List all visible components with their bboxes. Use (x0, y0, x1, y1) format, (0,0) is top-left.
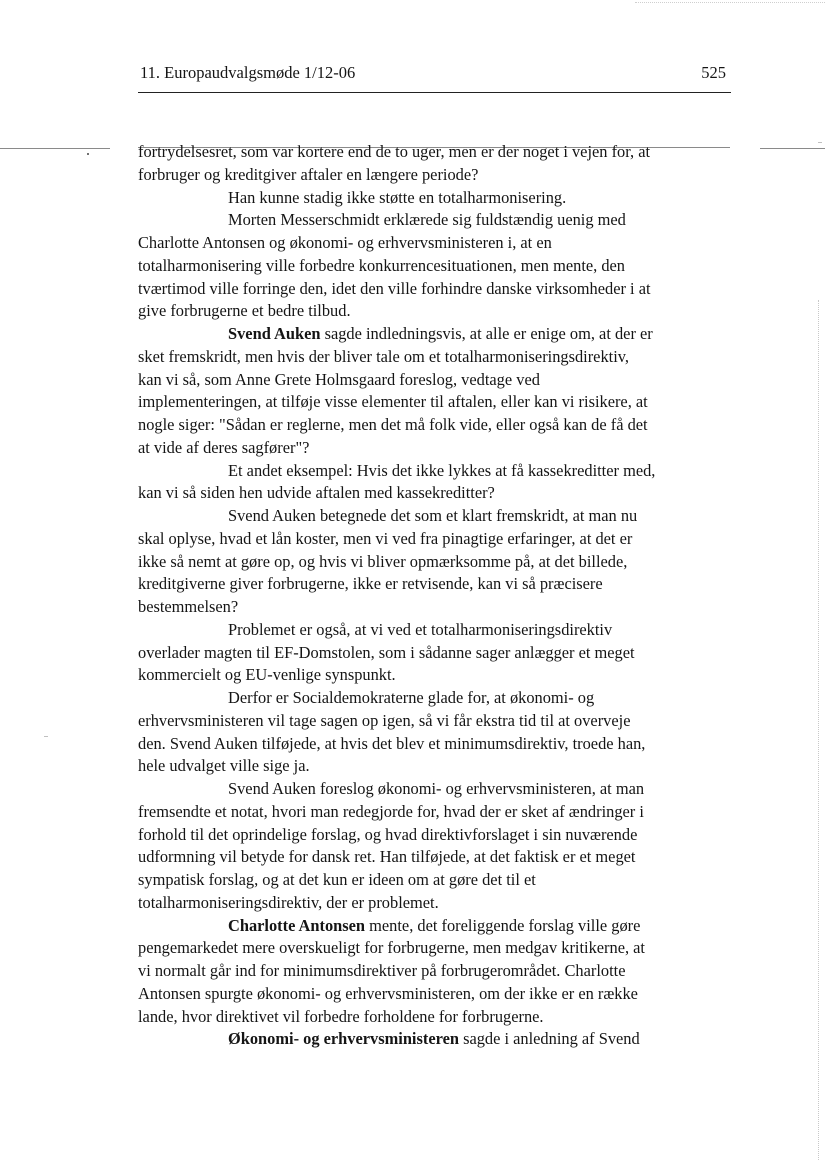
paragraph (138, 460, 728, 506)
text-line: sagde indledningsvis, at alle er enige om, at der er (320, 324, 653, 343)
text-line: kreditgiverne giver forbrugerne, ikke er retvisende, kan vi så præcisere (138, 574, 603, 594)
text-line: Derfor er Socialdemokraterne glade for, at økonomi- og (228, 688, 595, 707)
paragraph (138, 323, 728, 460)
scan-edge-mark (817, 300, 819, 1160)
scan-edge-mark (635, 2, 825, 3)
paragraph (138, 619, 728, 687)
text-line: nogle siger: "Sådan er reglerne, men det må folk vide, eller også kan de få det (138, 415, 648, 434)
text-line: mente, det foreliggende forslag ville gøre (365, 915, 641, 935)
minutes-body (138, 141, 728, 1051)
speaker-name: Svend Auken (228, 324, 321, 343)
speaker-name: Økonomi- og erhvervsministeren (228, 1029, 459, 1049)
paragraph (138, 187, 728, 210)
text-line: hele udvalget ville sige ja. (138, 756, 310, 776)
text-line: den. Svend Auken tilføjede, at hvis det blev et minimumsdirektiv, troede han, (138, 733, 646, 753)
paragraph (138, 687, 728, 778)
text-line: overlader magten til EF-Domstolen, som i sådanne sager anlægger et meget (138, 642, 635, 662)
text-line: ikke så nemt at gøre op, og hvis vi bliver opmærksomme på, at det billede, (138, 551, 628, 571)
text-line: erhvervsministeren vil tage sagen op igen, så vi får ekstra tid til at overveje (138, 710, 631, 730)
text-line: sagde i anledning af Svend (458, 1029, 640, 1049)
text-line: Charlotte Antonsen og økonomi- og erhvervsministeren i, at en (138, 233, 552, 252)
text-line: lande, hvor direktivet vil forbedre forholdene for forbrugerne. (138, 1006, 544, 1026)
header-rule (138, 92, 731, 93)
paragraph (138, 209, 728, 323)
text-line: implementeringen, at tilføje visse elementer til aftalen, eller kan vi risikere, at (138, 392, 648, 412)
paragraph (138, 1028, 728, 1051)
scan-line-right (760, 148, 825, 149)
page-number: 525 (701, 63, 726, 82)
text-line: kan vi så, som Anne Grete Holmsgaard foreslog, vedtage ved (138, 369, 540, 389)
text-line: vi normalt går ind for minimumsdirektiver på forbrugerområdet. Charlotte (138, 961, 626, 980)
text-line: Morten Messerschmidt erklærede sig fuldstændig uenig med (228, 210, 626, 230)
text-line: Antonsen spurgte økonomi- og erhvervsministeren, om der ikke er en række (138, 983, 638, 1003)
text-line: Svend Auken foreslog økonomi- og erhvervsministeren, at man (228, 779, 645, 798)
text-line: udformning vil betyde for dansk ret. Han tilføjede, at det faktisk er et meget (138, 847, 636, 867)
text-line: forbruger og kreditgiver aftaler en længere periode? (138, 164, 479, 184)
text-line: sympatisk forslag, og at det kun er ideen om at gøre det til et (138, 870, 536, 889)
text-line: Han kunne stadig ikke støtte en totalharmonisering. (228, 187, 567, 207)
text-line: kan vi så siden hen udvide aftalen med kassekreditter? (138, 483, 495, 503)
scan-line-left (0, 148, 110, 149)
text-line: forhold til det oprindelige forslag, og hvad direktivforslaget i sin nuværende (138, 824, 638, 844)
text-line: pengemarkedet mere overskueligt for forbrugerne, men medgav kritikerne, at (138, 938, 645, 958)
text-line: kommercielt og EU-venlige synspunkt. (138, 665, 396, 685)
paragraph (138, 505, 728, 619)
text-line: fortrydelsesret, som var kortere end de to uger, men er der noget i vejen for, at (138, 142, 651, 161)
text-line: skal oplyse, hvad et lån koster, men vi ved fra pinagtige erfaringer, at det er (138, 528, 633, 548)
text-line: at vide af deres sagfører"? (138, 437, 310, 457)
text-line: sket fremskridt, men hvis der bliver tale om et totalharmoniseringsdirektiv, (138, 346, 629, 366)
text-line: totalharmonisering ville forbedre konkurrencesituationen, men mente, den (138, 255, 626, 275)
text-line: bestemmelsen? (138, 597, 239, 616)
margin-dot (87, 153, 89, 155)
margin-fleck (818, 142, 822, 143)
text-line: Et andet eksempel: Hvis det ikke lykkes at få kassekreditter med, (228, 460, 656, 480)
text-line: give forbrugerne et bedre tilbud. (138, 301, 351, 321)
text-line: Svend Auken betegnede det som et klart fremskridt, at man nu (228, 506, 638, 525)
text-line: Problemet er også, at vi ved et totalharmoniseringsdirektiv (228, 619, 613, 639)
text-line: totalharmoniseringsdirektiv, der er problemet. (138, 892, 439, 912)
speaker-name: Charlotte Antonsen (228, 915, 366, 935)
text-line: tværtimod ville forringe den, idet den ville forhindre danske virksomheder i at (138, 278, 651, 298)
continuation-paragraph (138, 141, 728, 187)
header-title: 11. Europaudvalgsmøde 1/12-06 (140, 63, 356, 82)
margin-fleck (44, 736, 48, 737)
paragraph (138, 915, 728, 1029)
text-line: fremsendte et notat, hvori man redegjorde for, hvad der er sket af ændringer i (138, 801, 644, 821)
paragraph (138, 778, 728, 915)
